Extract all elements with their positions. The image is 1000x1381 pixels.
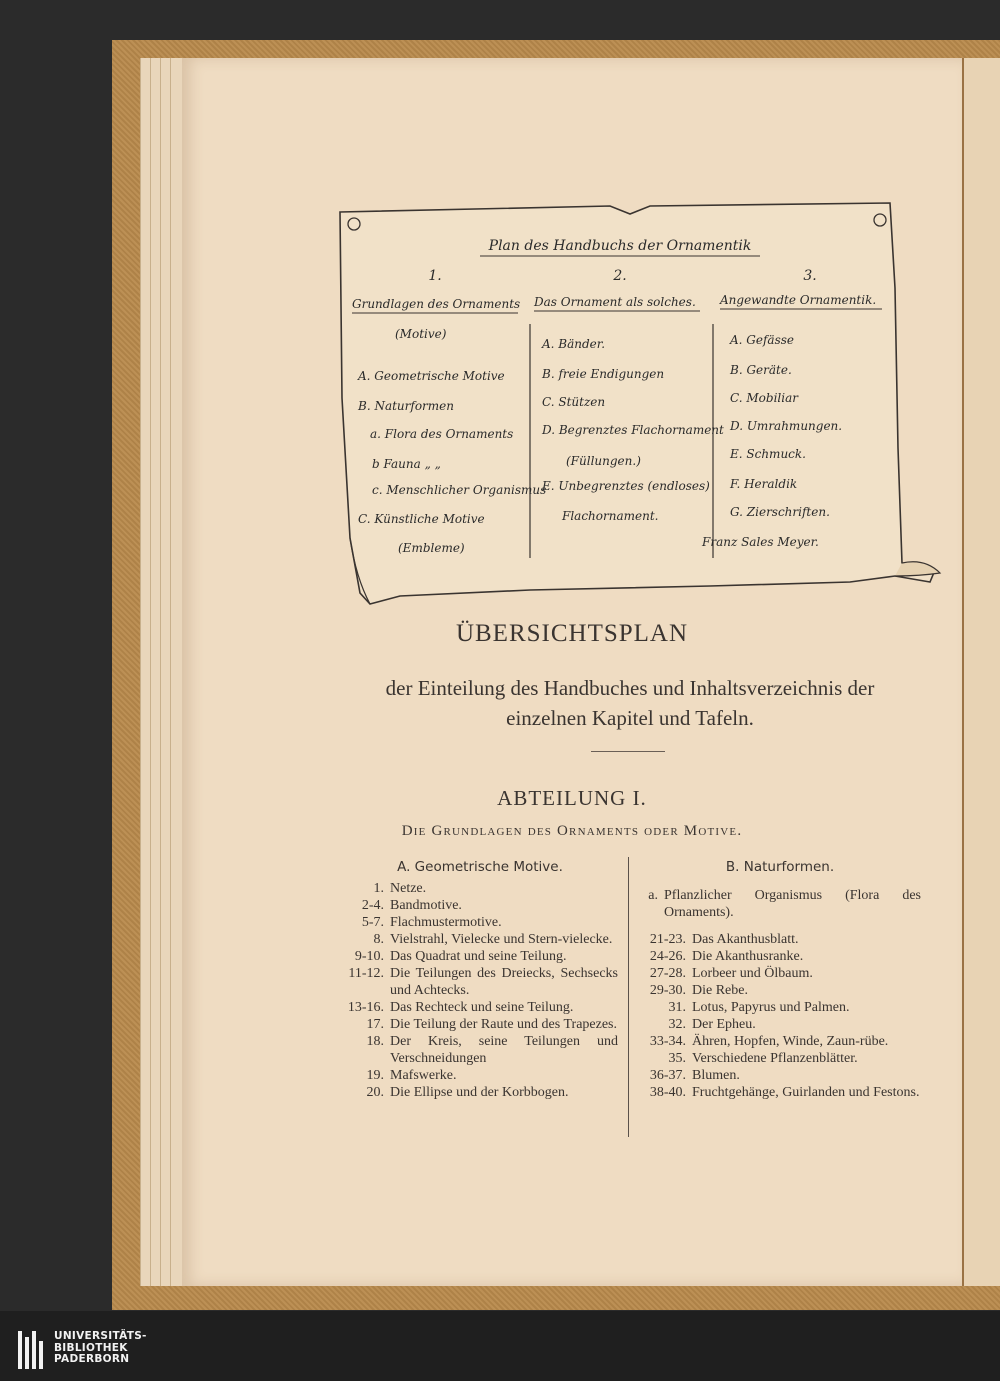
list-item-text: Das Akanthusblatt.	[692, 932, 799, 947]
list-item-text: Die Ellipse und der Korbbogen.	[390, 1085, 569, 1100]
list-item	[332, 1033, 618, 1067]
plan-col3-heading: Angewandte Ornamentik.	[720, 293, 877, 307]
list-item-number: 5-7.	[361, 915, 384, 930]
list-item-number: 9-10.	[354, 949, 384, 964]
svg-text:(Füllungen.): (Füllungen.)	[566, 454, 641, 468]
list-item-number: 29-30.	[649, 983, 686, 998]
list-item-text: Lotus, Papyrus und Palmen.	[692, 1000, 850, 1015]
list-item	[332, 999, 618, 1016]
svg-text:(Embleme): (Embleme)	[398, 541, 465, 555]
list-item-text: Blumen.	[692, 1068, 740, 1083]
plan-col2-heading: Das Ornament als solches.	[534, 295, 696, 309]
svg-text:D. Umrahmungen.: D. Umrahmungen.	[730, 419, 843, 433]
list-item-text: Mafswerke.	[390, 1068, 457, 1083]
svg-text:B. Geräte.: B. Geräte.	[730, 363, 792, 377]
list-item-number: 8.	[373, 932, 384, 947]
svg-text:B. freie Endigungen: B. freie Endigungen	[542, 367, 665, 381]
list-item-number: 17.	[366, 1017, 384, 1032]
plan-col1-heading: Grundlagen des Ornaments	[352, 297, 521, 311]
svg-text:c. Menschlicher Organismus: c. Menschlicher Organismus	[372, 483, 547, 497]
list-item-text: Die Akanthusranke.	[692, 949, 804, 964]
list-item-number: 27-28.	[649, 966, 686, 981]
list-item-number: 31.	[668, 1000, 686, 1015]
svg-text:G. Zierschriften.: G. Zierschriften.	[730, 505, 830, 519]
plan-card-illustration	[330, 198, 950, 610]
list-item	[332, 931, 618, 948]
column-b-heading: B. Naturformen.	[725, 859, 835, 875]
svg-text:C. Stützen: C. Stützen	[542, 395, 606, 409]
column-a-heading: A. Geometrische Motive.	[397, 859, 563, 875]
subtitle-line-2: einzelnen Kapitel und Tafeln.	[506, 706, 754, 730]
list-item-text: Das Quadrat und seine Teilung.	[390, 949, 567, 964]
column-b-list	[636, 887, 921, 1101]
list-item	[636, 982, 921, 999]
plan-col1-number: 1.	[428, 268, 442, 284]
svg-text:A. Gefässe: A. Gefässe	[730, 333, 794, 347]
list-item-number: 21-23.	[649, 932, 686, 947]
list-item-text: Die Teilungen des Dreiecks, Sechsecks und Achtecks.	[390, 966, 618, 998]
library-logo-icon	[18, 1331, 48, 1369]
plan-card-signature: Franz Sales Meyer.	[702, 535, 819, 549]
list-item-text: Vielstrahl, Vielecke und Stern-vielecke.	[390, 932, 613, 947]
plan-card-title: Plan des Handbuchs der Ornamentik	[488, 238, 752, 254]
facing-page-edge	[962, 58, 1000, 1286]
list-item	[332, 914, 618, 931]
library-name: UNIVERSITÄTS- BIBLIOTHEK PADERBORN	[54, 1330, 147, 1365]
list-item	[636, 948, 921, 965]
list-item	[332, 948, 618, 965]
list-item-number: 19.	[366, 1068, 384, 1083]
list-item-number: a.	[648, 888, 658, 903]
svg-text:D. Begrenztes Flachornament: D. Begrenztes Flachornament	[542, 423, 724, 437]
list-item-number: 1.	[373, 881, 384, 896]
list-item	[636, 931, 921, 948]
list-item-number: 11-12.	[348, 966, 384, 981]
list-item	[636, 1016, 921, 1033]
list-item	[332, 1016, 618, 1033]
list-item-text: Flachmustermotive.	[390, 915, 502, 930]
list-item-text: Netze.	[390, 881, 427, 896]
svg-text:F. Heraldik: F. Heraldik	[730, 477, 798, 491]
svg-text:E. Unbegrenztes (endloses): E. Unbegrenztes (endloses)	[542, 479, 710, 493]
plan-col1-sub: (Motive)	[395, 327, 447, 341]
list-item-text: Bandmotive.	[390, 898, 462, 913]
page-subtitle	[330, 673, 930, 733]
list-item-text: Der Epheu.	[692, 1017, 756, 1032]
plan-col3-number: 3.	[803, 268, 817, 284]
list-item-number: 33-34.	[649, 1034, 686, 1049]
svg-text:A. Bänder.: A. Bänder.	[542, 337, 606, 351]
list-item	[332, 965, 618, 999]
list-item-number: 18.	[366, 1034, 384, 1049]
list-item-number: 24-26.	[649, 949, 686, 964]
page-title: ÜBERSICHTSPLAN	[455, 620, 689, 647]
list-item	[636, 1067, 921, 1084]
list-item-text: Ähren, Hopfen, Winde, Zaun-rübe.	[692, 1034, 889, 1049]
list-item-number: 13-16.	[347, 1000, 384, 1015]
list-item-number: 2-4.	[361, 898, 384, 913]
footer-bar	[0, 1311, 1000, 1381]
divider	[591, 751, 665, 752]
svg-text:a. Flora des Ornaments: a. Flora des Ornaments	[370, 427, 514, 441]
column-divider	[628, 857, 629, 1137]
svg-text:C. Künstliche Motive: C. Künstliche Motive	[358, 512, 485, 526]
list-item	[332, 1084, 618, 1101]
column-a-list	[332, 880, 618, 1101]
list-item-number: 38-40.	[649, 1085, 686, 1100]
svg-text:b Fauna „ „: b Fauna „ „	[372, 457, 441, 471]
list-item	[636, 887, 921, 921]
svg-text:E. Schmuck.: E. Schmuck.	[730, 447, 806, 461]
svg-text:B. Naturformen: B. Naturformen	[358, 399, 454, 413]
section-title: ABTEILUNG I.	[497, 786, 647, 810]
list-item	[332, 1067, 618, 1084]
list-item-text: Die Rebe.	[692, 983, 748, 998]
list-item-number: 35.	[668, 1051, 686, 1066]
list-item	[332, 880, 618, 897]
list-item-number: 20.	[366, 1085, 384, 1100]
list-item-text: Pflanzlicher Organismus (Flora des Ornaments).	[664, 888, 921, 920]
list-item	[636, 965, 921, 982]
list-item-text: Der Kreis, seine Teilungen und Verschneidungen	[390, 1034, 618, 1066]
list-item	[636, 999, 921, 1016]
list-item	[636, 1033, 921, 1050]
list-item-text: Verschiedene Pflanzenblätter.	[692, 1051, 858, 1066]
list-item	[636, 1050, 921, 1067]
list-item-text: Das Rechteck und seine Teilung.	[390, 1000, 574, 1015]
svg-text:C. Mobiliar: C. Mobiliar	[730, 391, 798, 405]
plan-col2-number: 2.	[613, 268, 627, 284]
list-item-number: 36-37.	[649, 1068, 686, 1083]
svg-text:A. Geometrische Motive: A. Geometrische Motive	[358, 369, 505, 383]
list-item-text: Fruchtgehänge, Guirlanden und Festons.	[692, 1085, 920, 1100]
list-item	[332, 897, 618, 914]
list-item-number: 32.	[668, 1017, 686, 1032]
svg-text:Flachornament.: Flachornament.	[562, 509, 659, 523]
list-item-text: Die Teilung der Raute und des Trapezes.	[390, 1017, 617, 1032]
list-item	[636, 1084, 921, 1101]
list-item-text: Lorbeer und Ölbaum.	[692, 966, 813, 981]
section-subtitle: Die Grundlagen des Ornaments oder Motive.	[401, 823, 743, 839]
subtitle-line-1: der Einteilung des Handbuches und Inhaltsverzeichnis der	[385, 676, 875, 700]
